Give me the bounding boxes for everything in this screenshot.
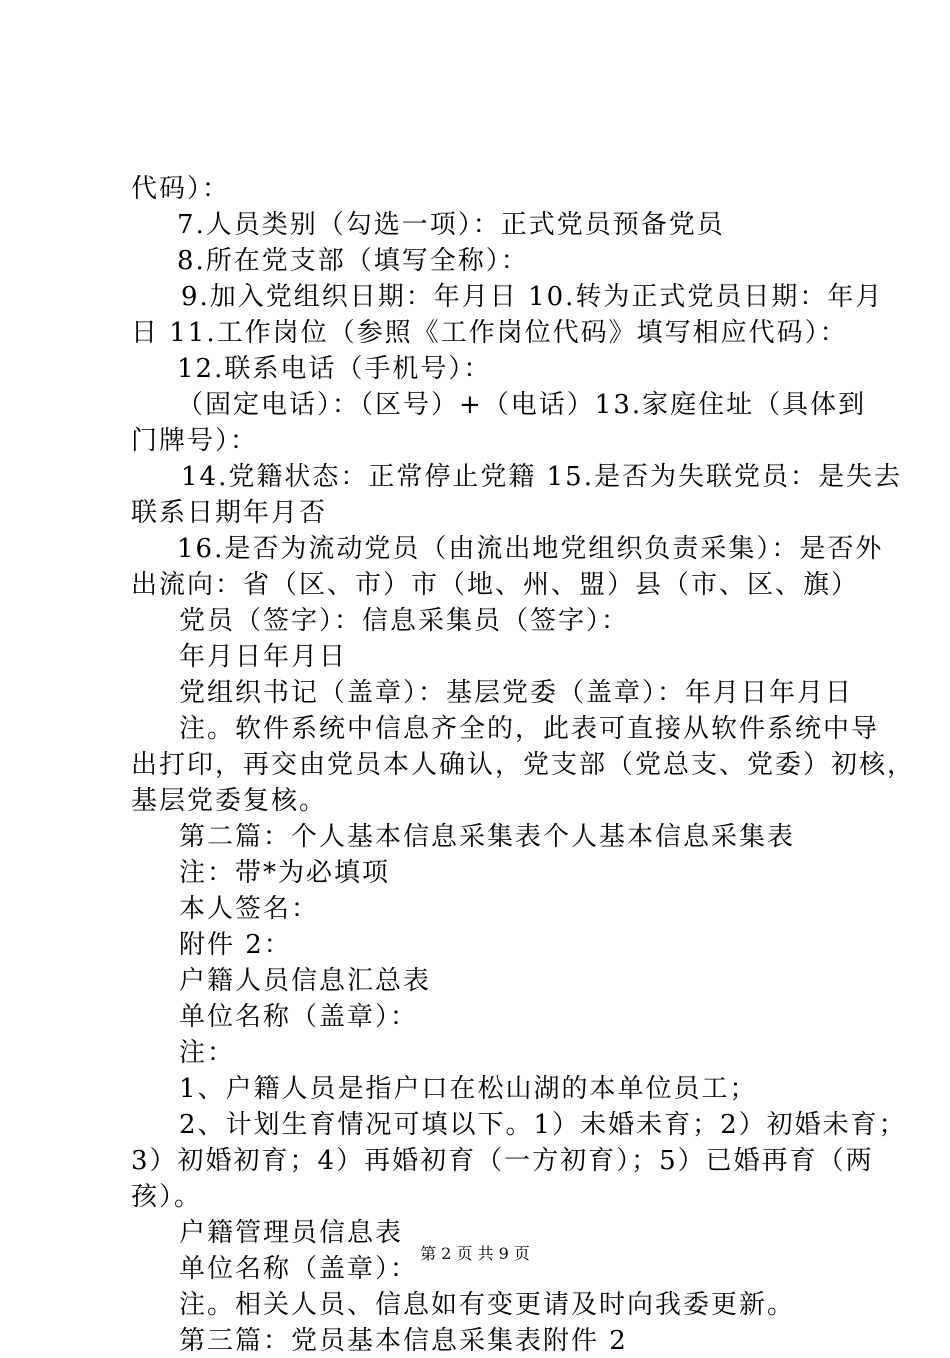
- text-line: 孩）。: [131, 1182, 203, 1212]
- text-line: 12.联系电话（手机号）：: [177, 354, 492, 384]
- text-line: 单位名称（盖章）：: [179, 1002, 419, 1032]
- text-line: 7.人员类别（勾选一项）：正式党员预备党员: [177, 210, 725, 240]
- text-line: 3）初婚初育；4）再婚初育（一方初育）；5）已婚再育（两: [131, 1146, 874, 1176]
- text-line: （固定电话）：（区号）+（电话）13.家庭住址（具体到: [177, 390, 867, 420]
- text-line: 本人签名：: [179, 894, 320, 924]
- text-line: 1、户籍人员是指户口在松山湖的本单位员工；: [179, 1074, 758, 1104]
- text-line: 8.所在党支部（填写全称）：: [177, 246, 529, 276]
- text-line: 门牌号）：: [131, 426, 259, 456]
- text-line: 户籍人员信息汇总表: [179, 966, 432, 996]
- text-line: 2、计划生育情况可填以下。1）未婚未育；2）初婚未育；: [179, 1110, 907, 1140]
- text-line: 注。相关人员、信息如有变更请及时向我委更新。: [179, 1290, 796, 1320]
- text-line: 基层党委复核。: [131, 786, 328, 816]
- text-line: 注。软件系统中信息齐全的，此表可直接从软件系统中导: [179, 714, 880, 744]
- text-line: 单位名称（盖章）：: [179, 1254, 419, 1284]
- section-heading: 第二篇：个人基本信息采集表个人基本信息采集表: [179, 822, 796, 852]
- section-heading: 第三篇：党员基本信息采集表附件 2: [179, 1326, 628, 1356]
- text-line: 14.党籍状态：正常停止党籍 15.是否为失联党员：是失去: [181, 462, 902, 492]
- text-line: 附件 2：: [179, 930, 292, 960]
- text-line: 户籍管理员信息表: [179, 1218, 404, 1248]
- text-line: 联系日期年月否: [131, 498, 328, 528]
- text-line: 出流向：省（区、市）市（地、州、盟）县（市、区、旗）: [131, 570, 860, 600]
- text-line: 注：带*为必填项: [179, 858, 391, 888]
- text-line: 9.加入党组织日期：年月日 10.转为正式党员日期：年月: [181, 282, 884, 312]
- text-line: 16.是否为流动党员（由流出地党组织负责采集）：是否外: [177, 534, 884, 564]
- text-line: 党员（签字）：信息采集员（签字）：: [179, 606, 630, 636]
- page-number-footer: 第 2 页 共 9 页: [420, 1244, 530, 1263]
- text-line: 代码）：: [131, 174, 231, 204]
- text-line: 日 11.工作岗位（参照《工作岗位代码》填写相应代码）：: [131, 318, 848, 348]
- text-line: 年月日年月日: [179, 642, 348, 672]
- text-line: 党组织书记（盖章）：基层党委（盖章）：年月日年月日: [179, 678, 854, 708]
- text-line: 注：: [179, 1038, 236, 1068]
- text-line: 出打印，再交由党员本人确认，党支部（党总支、党委）初核，: [131, 750, 916, 780]
